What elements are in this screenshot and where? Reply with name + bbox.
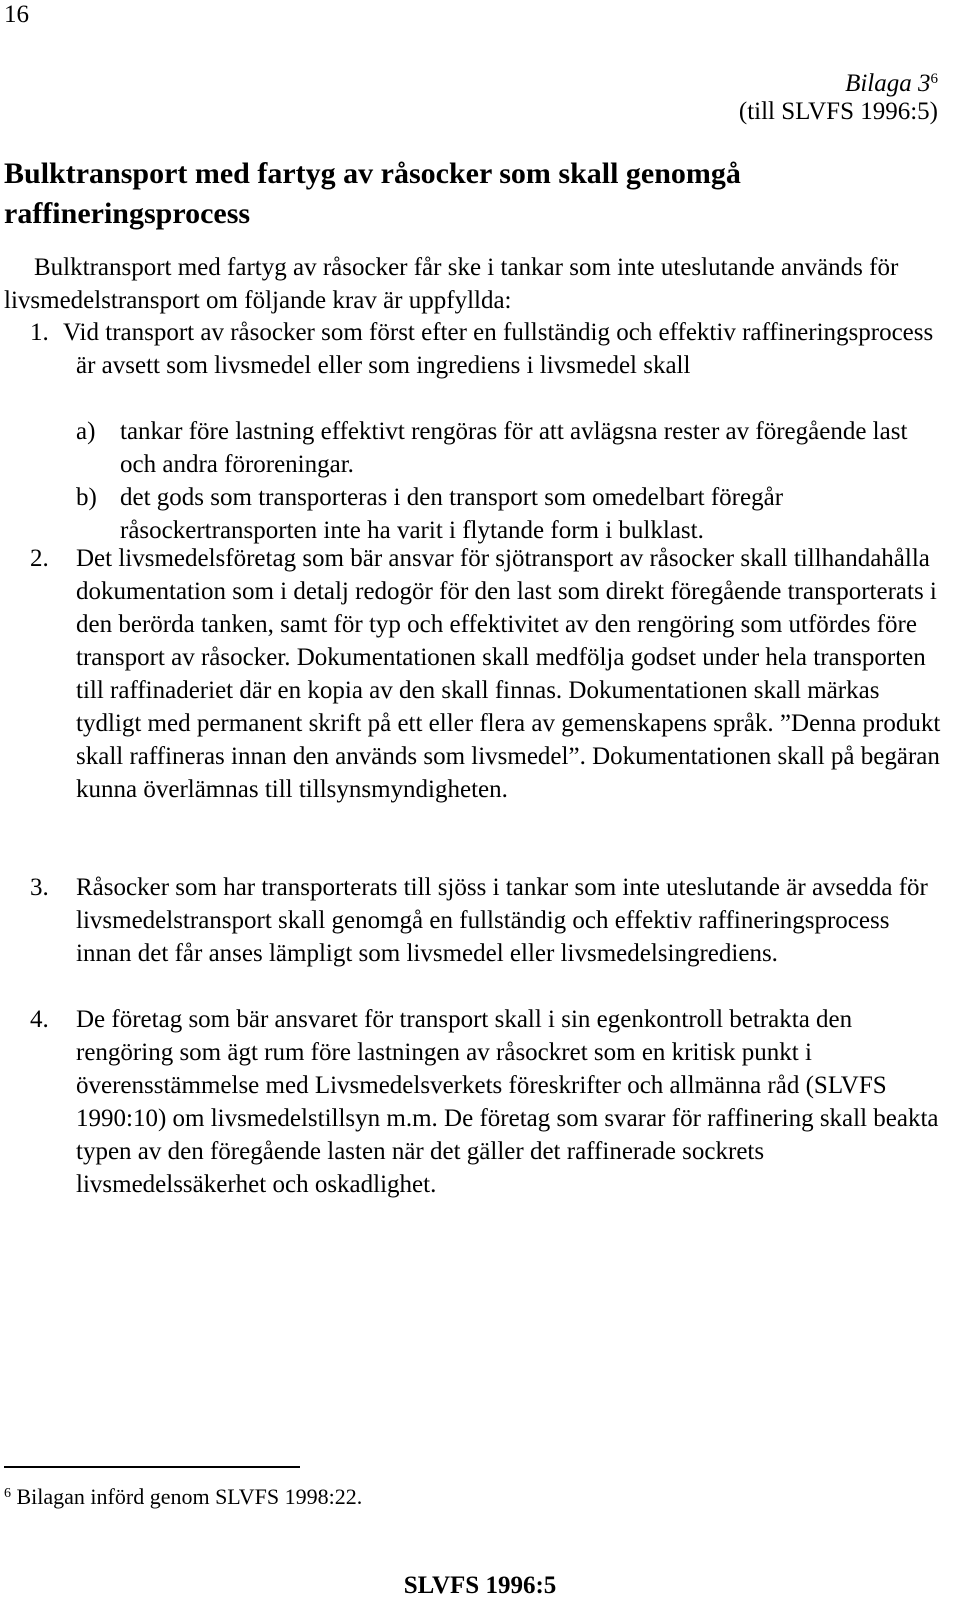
- list-item-number: 3.: [30, 874, 49, 901]
- sub-item-label: b): [76, 484, 97, 511]
- footnote-number: 6: [4, 1486, 11, 1501]
- footnote-divider: [4, 1466, 300, 1468]
- list-item-4: [30, 1003, 944, 1243]
- annex-label-text: Bilaga 3: [845, 70, 931, 97]
- annex-label: [845, 63, 938, 100]
- intro-paragraph: Bulktransport med fartyg av råsocker får ske i tankar som inte uteslutande används för livsmedelstransport om följande krav är uppfyllda:: [4, 254, 899, 314]
- list-item-number: 1.: [30, 319, 49, 346]
- footnote-text: Bilagan införd genom SLVFS 1998:22.: [16, 1484, 363, 1509]
- annex-reference: (till SLVFS 1996:5): [738, 98, 938, 125]
- page-number: 16: [4, 1, 29, 28]
- list-item-text: De företag som bär ansvaret för transport skall i sin egenkontroll betrakta den rengöring som ägt rum före lastningen av råsockret som en kritisk punkt i överensstämmelse med Livsmedelsverkets föreskrifter och allmänna råd (SLVFS 1990:10) om livsmedelstillsyn m.m. De företag som svarar för raffinering skall beakta typen av den föregående lasten när det gäller det raffinerade sockrets livsmedelssäkerhet och oskadlighet.: [76, 1006, 939, 1198]
- sub-item-text: tankar före lastning effektivt rengöras för att avlägsna rester av föregående last och andra föroreningar.: [120, 418, 908, 478]
- list-item-1: [30, 316, 944, 544]
- document-title: Bulktransport med fartyg av råsocker som skall genomgå raffineringsprocess: [4, 157, 741, 230]
- running-footer: SLVFS 1996:5: [403, 1572, 557, 1599]
- list-item-2: [30, 542, 944, 872]
- sub-item-b: [76, 481, 944, 547]
- sub-item-label: a): [76, 418, 96, 445]
- footnote: [4, 1480, 362, 1511]
- list-item-text: Vid transport av råsocker som först efter en fullständig och effektiv raffineringsprocess är avsett som livsmedel eller som ingrediens i livsmedel skall: [63, 319, 934, 379]
- sub-item-text: det gods som transporteras i den transport som omedelbart föregår råsockertransporten inte ha varit i flytande form i bulklast.: [120, 484, 784, 544]
- sub-item-a: [76, 415, 944, 481]
- list-item-text: Det livsmedelsföretag som bär ansvar för sjötransport av råsocker skall tillhandahålla dokumentation som i detalj redogör för den last som direkt föregående transporterats i den berörda tanken, samt för typ och effektivitet av den rengöring som utfördes före transport av råsocker. Dokumentationen skall medfölja godset under hela transporten till raffinaderiet där en kopia av den skall finnas. Dokumentationen skall märkas tydligt med permanent skrift på ett eller flera av gemenskapens språk. ”Denna produkt skall raffineras innan den används som livsmedel”. Dokumentationen skall på begäran kunna överlämnas till tillsynsmyndigheten.: [76, 545, 941, 803]
- list-item-number: 4.: [30, 1006, 49, 1033]
- footnote-ref: 6: [930, 71, 938, 87]
- list-item-number: 2.: [30, 545, 49, 572]
- list-item-text: Råsocker som har transporterats till sjöss i tankar som inte uteslutande är avsedda för livsmedelstransport skall genomgå en fullständig och effektiv raffineringsprocess innan det får anses lämpligt som livsmedel eller livsmedelsingrediens.: [76, 874, 928, 967]
- list-item-3: [30, 871, 944, 1003]
